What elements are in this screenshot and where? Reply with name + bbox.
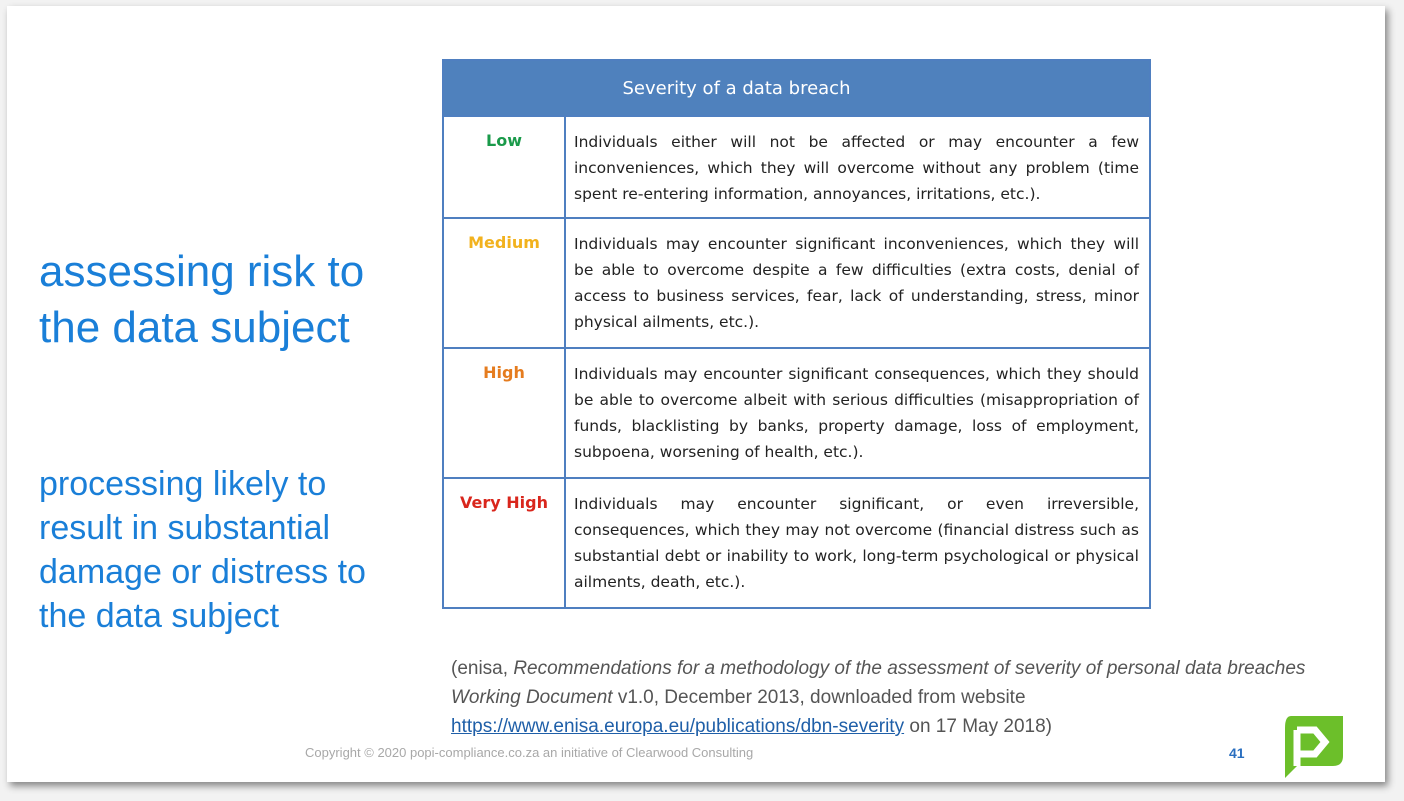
citation-title: Recommendations for a methodology of the assessment of severity of personal data breaches Working Document [451,658,1306,708]
severity-description-medium: Individuals may encounter significant inconveniences, which they will be able to overcome despite a few difficulties (extra costs, denial of access to business services, fear, lack of understanding, stress, minor physical ailments, etc.). [565,218,1150,348]
page-number: 41 [1229,745,1245,761]
table-row-high [443,348,1150,478]
severity-description-high: Individuals may encounter significant consequences, which they should be able to overcome albeit with serious difficulties (misappropriation of funds, blacklisting by banks, property damage, loss of employment, subpoena, worsening of health, etc.). [565,348,1150,478]
severity-table [442,59,1151,609]
table-row-medium [443,218,1150,348]
table-header [443,60,1150,116]
severity-description-very-high: Individuals may encounter significant, or even irreversible, consequences, which they may not overcome (financial distress such as substantial debt or inability to work, long-term psychological or physical ailments, death, etc.). [565,478,1150,608]
footer-copyright: Copyright © 2020 popi-compliance.co.za an initiative of Clearwood Consulting [305,745,754,760]
slide-heading: assessing risk to the data subject [39,247,365,352]
severity-level-very-high: Very High [443,478,565,608]
citation-suffix: on 17 May 2018) [904,716,1052,737]
table-row-low [443,116,1150,218]
citation [451,654,1331,741]
citation-middle: v1.0, December 2013, downloaded from website [612,687,1026,708]
slide [7,6,1385,782]
severity-description-low: Individuals either will not be affected or may encounter a few inconveniences, which they will overcome without any problem (time spent re-entering information, annoyances, irritations, etc.). [565,116,1150,218]
slide-subheading: processing likely to result in substantial damage or distress to the data subject [39,465,366,635]
table-row-very-high [443,478,1150,608]
severity-level-high: High [443,348,565,478]
citation-prefix: (enisa, [451,658,514,679]
popi-logo-icon [1277,716,1343,778]
severity-level-medium: Medium [443,218,565,348]
citation-link[interactable]: https://www.enisa.europa.eu/publications/dbn-severity [451,716,905,737]
table-title: Severity of a data breach [622,77,851,99]
severity-level-low: Low [443,116,565,218]
